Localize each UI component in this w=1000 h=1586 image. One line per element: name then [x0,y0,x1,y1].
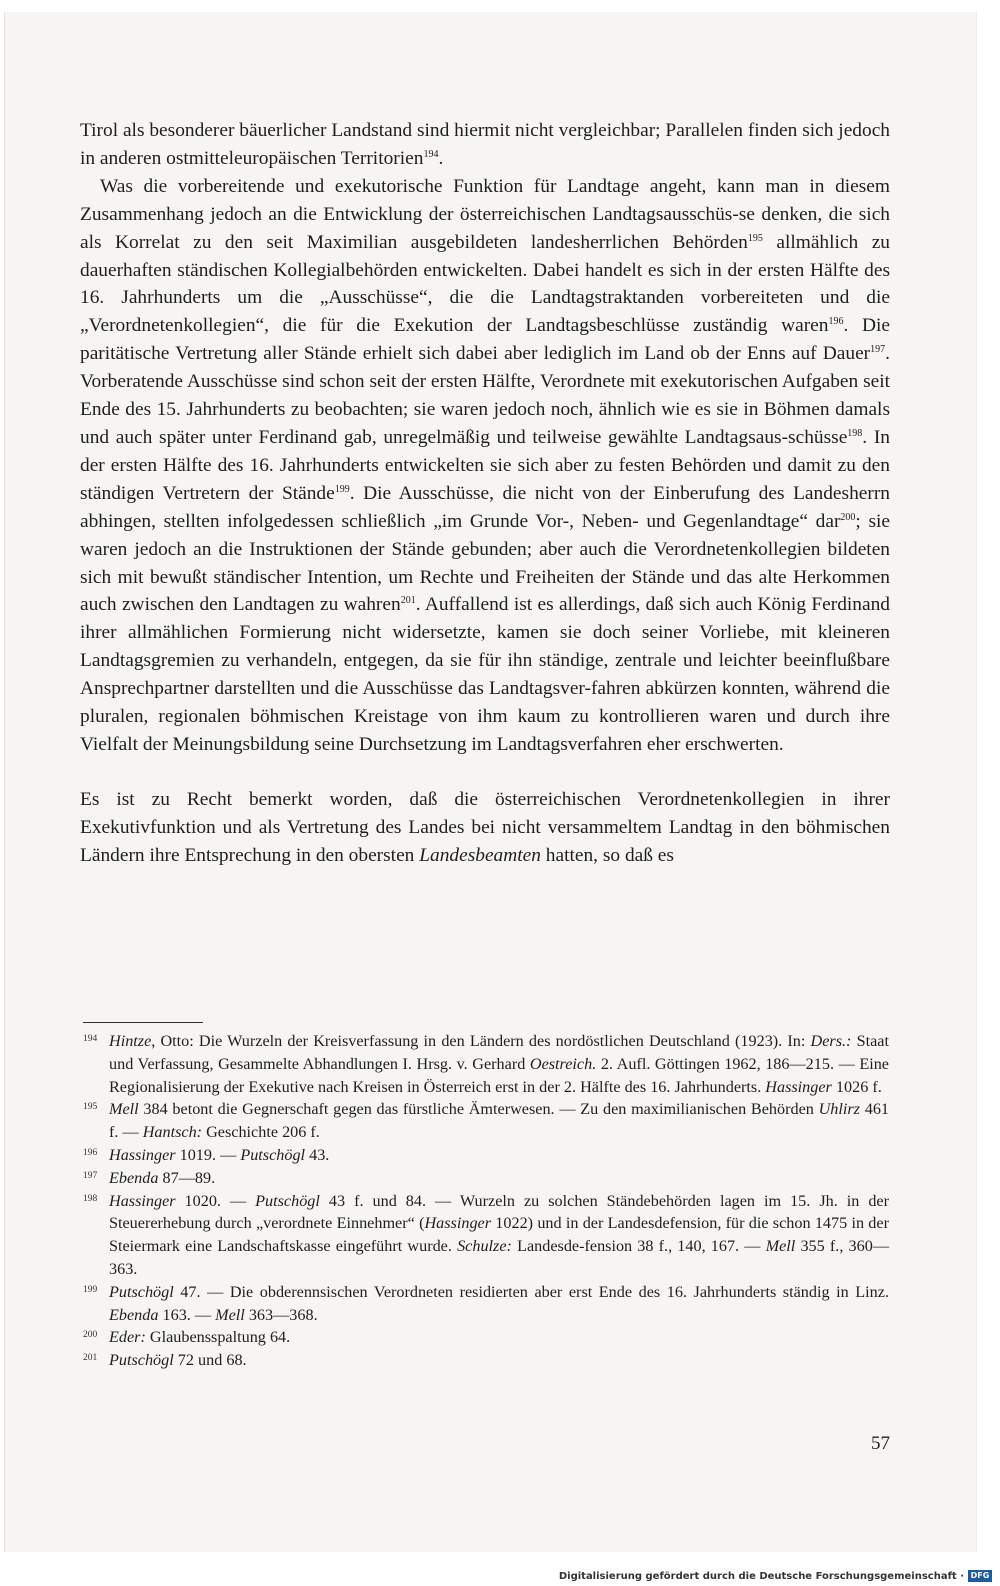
footnote-196: 196 Hassinger 1019. — Putschögl 43. [83,1145,330,1164]
footnote-195: 195 Mell 384 betont die Gegnerschaft gegen das fürstliche Ämterwesen. — Zu den maximilianischen Behörden Uhlirz 461 f. — Hantsch: Geschichte 206 f. [83,1100,890,1142]
footnote-ref-201: 201 [400,595,416,607]
footnote-201: 201 Putschögl 72 und 68. [83,1351,247,1370]
footnote-ref-195: 195 [747,232,763,244]
footnote-198: 198 Hassinger 1020. — Putschögl 43 f. und 84. — Wurzeln zu solchen Ständebehörden lagen im 15. Jh. in der Steuererhebung durch „verordnete Einnehmer“ (Hassinger 1022) und in der Landesdefension, für die schon 1475 in der Steiermark eine Landschaftskasse eingeführt wurde. Schulze: Landesde-fension 38 f., 140, 167. — Mell 355 f., 360—363. [83,1191,890,1278]
scanned-page [4,12,977,1552]
footnote-number: 198 [83,1193,98,1204]
footnote-separator [83,1022,203,1023]
body-text [80,117,890,870]
footnote-number: 201 [83,1353,98,1364]
footnote-194: 194 Hintze, Otto: Die Wurzeln der Kreisverfassung in den Ländern des nordöstlichen Deutschland (1923). In: Ders.: Staat und Verfassung, Gesammelte Abhandlungen I. Hrsg. v. Gerhard Oestreich. 2. Aufl. Göttingen 1962, 186—215. — Eine Regionalisierung der Exekutive nach Kreisen in Österreich erst in der 2. Hälfte des 16. Jahrhunderts. Hassinger 1026 f. [83,1032,889,1096]
footnote-ref-199: 199 [334,483,350,495]
paragraph-1: Tirol als besonderer bäuerlicher Landstand sind hiermit nicht vergleichbar; Parallelen finden sich jedoch in anderen ostmitteleuropäischen Territorien$^{194}$. [80,120,890,169]
footnote-ref-196: 196 [828,316,844,328]
footnote-number: 197 [83,1170,98,1181]
footnote-number: 195 [83,1102,98,1113]
dfg-logo-icon: DFG [968,1570,992,1582]
footnotes [83,1030,889,1372]
credit-text: Digitalisierung gefördert durch die Deutsche Forschungsgemeinschaft · [558,1570,964,1582]
footnote-197: 197 Ebenda 87—89. [83,1168,216,1187]
footnote-199: 199 Putschögl 47. — Die obderennsischen Verordneten residierten aber erst Ende des 16. Jahrhunderts ständig in Linz. Ebenda 163. — Mell 363—368. [83,1282,889,1324]
footnote-number: 194 [83,1034,98,1044]
footnote-ref-197: 197 [870,344,886,356]
footnote-number: 199 [83,1284,98,1295]
footnote-ref-200: 200 [840,511,856,523]
footnote-ref-194: 194 [423,148,439,160]
page-number: 57 [871,1433,890,1454]
digitization-credit [559,1570,992,1582]
footnote-number: 196 [83,1147,98,1158]
footnote-ref-198: 198 [847,427,863,439]
paragraph-3: Es ist zu Recht bemerkt worden, daß die österreichischen Verordnetenkollegien in ihrer Exekutivfunktion und als Vertretung des Landes bei nicht versammeltem Landtag in den böhmischen Ländern ihre Entsprechung in den obersten Landesbeamten hatten, so daß es [80,788,890,866]
footnote-200: 200 Eder: Glaubensspaltung 64. [83,1328,291,1347]
paragraph-2: Was die vorbereitende und exekutorische Funktion für Landtage angeht, kann man in diesem Zusammenhang jedoch an die Entwicklung der österreichischen Landtagsausschüs-se denken, die sich als Korrelat zu den seit Maximilian ausgebildeten landesherrlichen Behörden$^{195}$ allmählich zu dauerhaften ständischen Kollegialbehörden entwickelten. Dabei handelt es sich in der ersten Hälfte des 16. Jahrhunderts um die „Ausschüsse“, die die Landtagstraktanden vorbereiteten und die „Verordnetenkollegien“, die für die Exekution der Landtagsbeschlüsse zuständig waren$^{196}$. Die paritätische Vertretung aller Stände erhielt sich dabei aber lediglich im Land ob der Enns auf Dauer$^{197}$. Vorberatende Ausschüsse sind schon seit der ersten Hälfte, Verordnete mit exekutorischen Aufgaben seit Ende des 15. Jahrhunderts zu beobachten; sie waren jedoch noch, ähnlich wie es sie in Böhmen damals und auch später unter Ferdinand gab, unregelmäßig und teilweise gewählte Landtagsaus-schüsse$^{198}$. In der ersten Hälfte des 16. Jahrhunderts entwickelten sie sich aber zu festen Behörden und damit zu den ständigen Vertretern der Stände$^{199}$. Die Ausschüsse, die nicht von der Einberufung des Landesherrn abhingen, stellten infolgedessen schließlich „im Grunde Vor-, Neben- und Gegenlandtage“ dar$^{200}$; sie waren jedoch an die Instruktionen der Stände gebunden; aber auch die Verordnetenkollegien bildeten sich mit bewußt ständischer Intention, um Rechte und Freiheiten der Stände und das alte Herkommen auch zwischen den Landtagen zu wahren$^{201}$. Auffallend ist es allerdings, daß sich auch König Ferdinand ihrer allmählichen Formierung nicht widersetzte, kamen sie doch seiner Vorliebe, mit kleineren Landtagsgremien zu verhandeln, entgegen, da sie für ihn ständige, zentrale und leichter beeinflußbare Ansprechpartner darstellten und die Ausschüsse das Landtagsver-fahren abkürzen konnten, während die pluralen, regionalen böhmischen Kreistage von ihm kaum zu kontrollieren waren und durch ihre Vielfalt der Meinungsbildung seine Durchsetzung im Landtagsverfahren eher erschwerten. [80,175,890,755]
footnote-number: 200 [83,1330,98,1341]
